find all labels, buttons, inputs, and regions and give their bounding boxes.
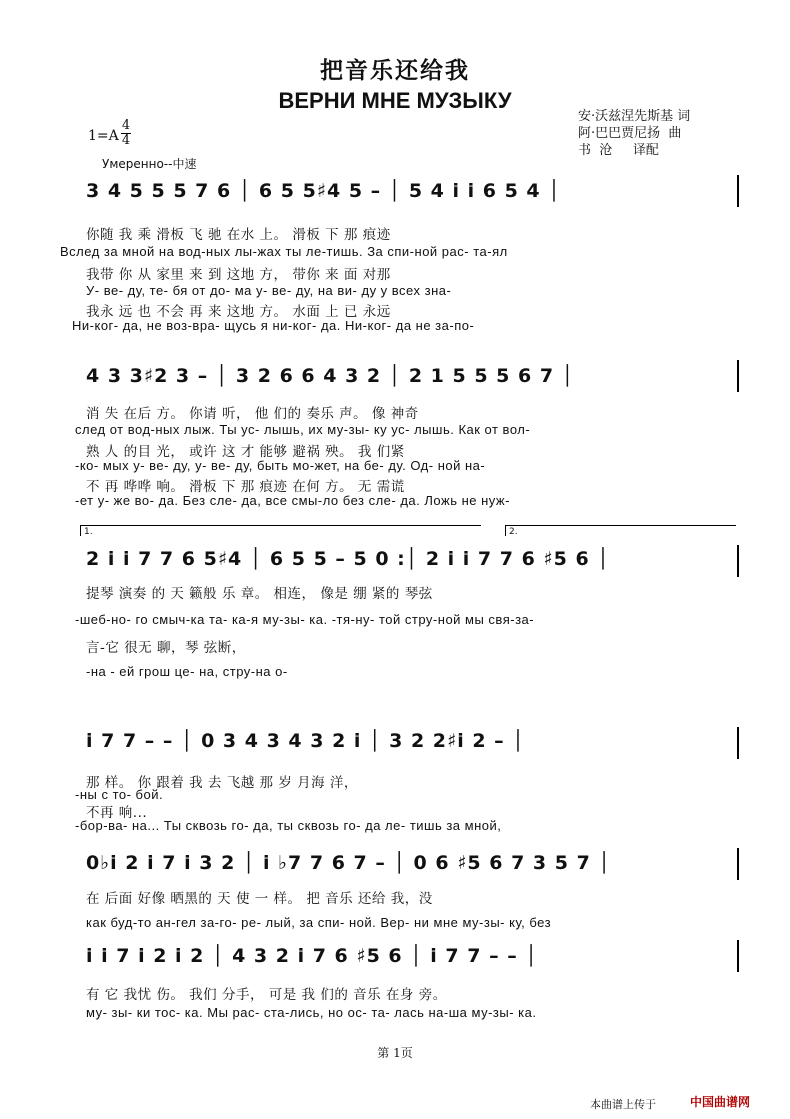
lyric-line: 不再 响... [86, 805, 148, 821]
upload-source-label: 本曲谱上传于 [590, 1098, 656, 1111]
lyric-line: 消 失 在后 方。 你请 听， 他 们的 奏乐 声。 像 神奇 [86, 406, 419, 422]
barline [737, 360, 739, 392]
credits [578, 108, 690, 159]
site-logo: 中国曲谱网 [690, 1095, 751, 1109]
notes-line: i i 7 i 2 i 2 │ 4 3 2 i 7 6 ♯5 6 │ i 7 7 – – │ [86, 945, 538, 967]
notes-line: 4 3 3♯2 3 – │ 3 2 6 6 4 3 2 │ 2 1 5 5 5 6 7 │ [86, 365, 575, 387]
notes-line: 3 4 5 5 5 7 6 │ 6 5 5♯4 5 – │ 5 4 i i 6 5 4 │ [86, 180, 561, 202]
lyric-line: -шеб-но- го смыч-ка та- ка-я му-зы- ка. -тя-ну- той стру-ной мы свя-за- [75, 612, 535, 627]
lyric-line: 不 再 哗哗 响。 滑板 下 那 痕迹 在何 方。 无 需谎 [86, 479, 405, 495]
lyric-line: У- ве- ду, те- бя от до- ма у- ве- ду, на ви- ду у всех зна- [86, 283, 452, 298]
lyric-line: 你随 我 乘 滑板 飞 驰 在水 上。 滑板 下 那 痕迹 [86, 227, 391, 243]
meter-bottom: 4 [121, 133, 131, 148]
barline [737, 175, 739, 207]
lyric-line: -бор-ва- на... Ты сквозь го- да, ты сквозь го- да ле- тишь за мной, [75, 818, 502, 833]
lyric-line: му- зы- ки тос- ка. Мы рас- ста-лись, но ос- та- лась на-ша му-зы- ка. [86, 1005, 537, 1020]
credit-translator: 书 沧 译配 [578, 143, 659, 158]
meter-top: 4 [121, 118, 131, 133]
lyric-line: -ны с то- бой. [75, 787, 164, 802]
second-ending-bracket: 2. [505, 525, 736, 536]
lyric-line: 言-它 很无 聊，琴 弦断， [86, 640, 246, 656]
lyric-line: -ко- мых у- ве- ду, у- ве- ду, быть мо-жет, на бе- ду. Од- ной на- [75, 458, 486, 473]
notes-line: 2 i i 7 7 6 5♯4 │ 6 5 5 – 5 0 :│ 2 i i 7 7 6 ♯5 6 │ [86, 548, 610, 570]
lyric-line: 熟 人 的目 光， 或许 这 才 能够 避祸 殃。 我 们紧 [86, 444, 405, 460]
barline [737, 545, 739, 577]
lyric-line: -ет у- же во- да. Без сле- да, все смы-ло без сле- да. Ложь не нуж- [75, 493, 510, 508]
lyric-line: 在 后面 好像 晒黑的 天 使 一 样。 把 音乐 还给 我，没 [86, 891, 433, 907]
key-signature: 1=A [88, 128, 119, 144]
credit-composer: 阿·巴巴贾尼扬 曲 [578, 126, 682, 141]
notes-line: 0♭i 2 i 7 i 3 2 │ i ♭7 7 6 7 – │ 0 6 ♯5 6 7 3 5 7 │ [86, 852, 611, 874]
lyric-line: 提琴 演奏 的 天 籁般 乐 章。 相连， 像是 绷 紧的 琴弦 [86, 586, 433, 602]
tempo-marking: Умеренно--中速 [102, 157, 197, 171]
lyric-line: -на - ей грош це- на, стру-на о- [86, 664, 288, 679]
lyric-line: 那 样。 你 跟着 我 去 飞越 那 岁 月海 洋， [86, 775, 358, 791]
lyric-line: Вслед за мной на вод-ных лы-жах ты ле-тишь. За спи-ной рас- та-ял [60, 244, 508, 259]
time-signature [121, 119, 131, 148]
page-number: 第 1页 [377, 1046, 413, 1060]
lyric-line: 有 它 我忧 伤。 我们 分手， 可是 我 们的 音乐 在身 旁。 [86, 987, 447, 1003]
credit-lyricist: 安·沃兹涅先斯基 词 [578, 109, 691, 124]
barline [737, 940, 739, 972]
lyric-line: след от вод-ных лыж. Ты ус- лышь, их му-зы- ку ус- лышь. Как от вол- [75, 422, 531, 437]
barline [737, 848, 739, 880]
lyric-line: Ни-ког- да, не воз-вра- щусь я ни-ког- да. Ни-ког- да не за-по- [72, 318, 475, 333]
first-ending-bracket: 1. [80, 525, 481, 536]
notes-line: i 7 7 – – │ 0 3 4 3 4 3 2 i │ 3 2 2♯i 2 – │ [86, 730, 525, 752]
title-russian: ВЕРНИ МНЕ МУЗЫКУ [278, 88, 512, 113]
title-chinese: 把音乐还给我 [320, 57, 470, 84]
barline [737, 727, 739, 759]
lyric-line: 我永 远 也 不会 再 来 这地 方。 水面 上 已 永远 [86, 304, 391, 320]
lyric-line: 我带 你 从 家里 来 到 这地 方， 带你 来 面 对那 [86, 267, 391, 283]
lyric-line: как буд-то ан-гел за-го- ре- лый, за спи- ной. Вер- ни мне му-зы- ку, без [86, 915, 552, 930]
